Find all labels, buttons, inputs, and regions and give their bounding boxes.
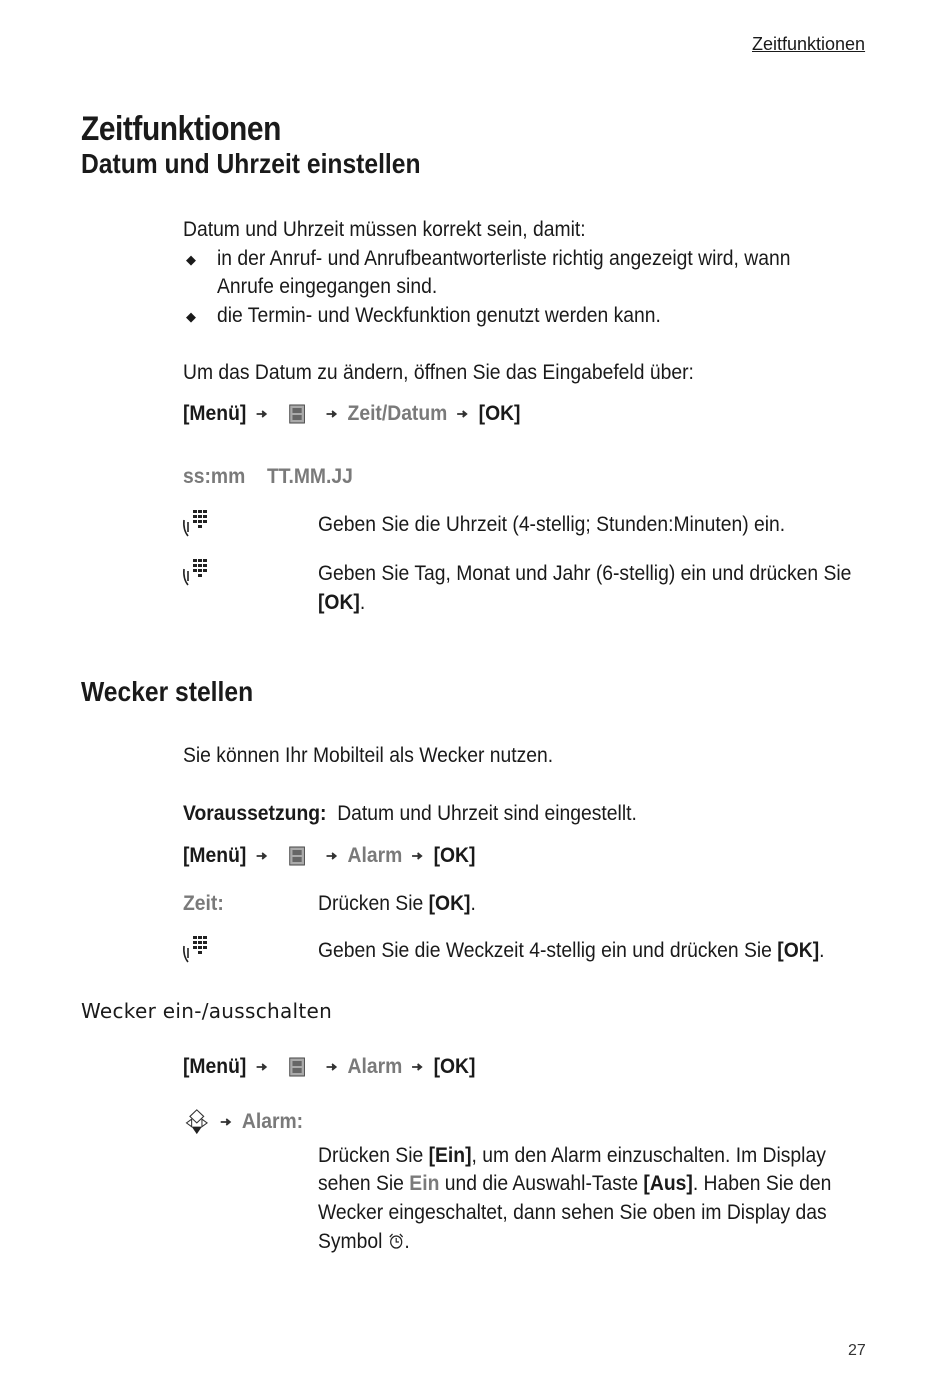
open-text: Um das Datum zu ändern, öffnen Sie das Eingabefeld über: <box>183 361 694 384</box>
settings-menu-icon <box>287 1055 307 1079</box>
intro-text: Datum und Uhrzeit müssen korrekt sein, damit: <box>183 218 586 241</box>
keypad-icon <box>182 557 208 587</box>
settings-menu-icon <box>287 844 307 868</box>
bullet-1-line-2: Anrufe eingegangen sind. <box>217 275 438 298</box>
alarm-label: Alarm: <box>241 1110 304 1133</box>
arrow-right-icon <box>256 407 269 421</box>
arrow-right-icon <box>325 1060 338 1074</box>
menu-target-label: Zeit/Datum <box>347 402 448 425</box>
arrow-right-icon <box>411 1060 424 1074</box>
alarm-desc-line-3: Wecker eingeschaltet, dann sehen Sie oben im Display das <box>318 1201 827 1224</box>
menu-key-label: [Menü] <box>183 1055 247 1078</box>
section-heading-alarm: Wecker stellen <box>81 676 254 707</box>
display-time-format: ss:mm <box>183 465 246 488</box>
zeit-instruction: Drücken Sie [OK]. <box>318 892 476 915</box>
page-number: 27 <box>848 1342 866 1359</box>
keypad-icon <box>182 508 208 538</box>
menu-target-label: Alarm <box>347 1055 403 1078</box>
menu-target-label: Alarm <box>347 844 403 867</box>
arrow-right-icon <box>457 407 470 421</box>
running-header: Zeitfunktionen <box>752 34 866 54</box>
ok-key-label: [OK] <box>478 402 521 425</box>
zeit-label: Zeit: <box>183 892 224 915</box>
menu-path-alarm-toggle <box>183 1055 475 1079</box>
arrow-right-icon <box>325 407 338 421</box>
alarm-desc-line-1: Drücken Sie [Ein], um den Alarm einzuschalten. Im Display <box>318 1144 826 1167</box>
step-enter-date-line-1: Geben Sie Tag, Monat und Jahr (6-stellig) ein und drücken Sie <box>318 562 852 585</box>
keypad-icon <box>182 934 208 964</box>
alarm-desc-line-4: Symbol . <box>318 1230 410 1253</box>
alarm-clock-icon <box>388 1232 405 1250</box>
step-enter-alarm-time: Geben Sie die Weckzeit 4-stellig ein und drücken Sie [OK]. <box>318 939 825 962</box>
alarm-desc-line-2: sehen Sie Ein und die Auswahl-Taste [Aus]. Haben Sie den <box>318 1172 832 1195</box>
settings-menu-icon <box>287 402 307 426</box>
section-heading-date-time: Datum und Uhrzeit einstellen <box>81 148 421 179</box>
prerequisite: Voraussetzung: Datum und Uhrzeit sind eingestellt. <box>183 802 637 825</box>
alarm-intro: Sie können Ihr Mobilteil als Wecker nutzen. <box>183 744 554 767</box>
arrow-right-icon <box>411 849 424 863</box>
bullet-icon: ◆ <box>186 309 196 324</box>
step-enter-time: Geben Sie die Uhrzeit (4-stellig; Stunden:Minuten) ein. <box>318 513 786 536</box>
bullet-icon: ◆ <box>186 252 196 267</box>
page-title: Zeitfunktionen <box>81 110 281 148</box>
menu-path-date <box>183 402 520 426</box>
display-date-format: TT.MM.JJ <box>267 465 353 488</box>
ok-key-label: [OK] <box>433 844 476 867</box>
control-key-icon <box>183 1108 211 1136</box>
menu-path-alarm <box>183 844 475 868</box>
bullet-2-line-1: die Termin- und Weckfunktion genutzt werden kann. <box>217 304 661 327</box>
step-enter-date-line-2: [OK]. <box>318 591 366 614</box>
alarm-row <box>183 1108 303 1136</box>
arrow-right-icon <box>325 849 338 863</box>
arrow-right-icon <box>220 1115 233 1129</box>
bullet-1-line-1: in der Anruf- und Anrufbeantworterliste richtig angezeigt wird, wann <box>217 247 791 270</box>
menu-key-label: [Menü] <box>183 844 247 867</box>
subsection-heading-alarm-toggle: Wecker ein-/ausschalten <box>81 999 333 1023</box>
ok-key-label: [OK] <box>433 1055 476 1078</box>
arrow-right-icon <box>256 849 269 863</box>
menu-key-label: [Menü] <box>183 402 247 425</box>
arrow-right-icon <box>256 1060 269 1074</box>
